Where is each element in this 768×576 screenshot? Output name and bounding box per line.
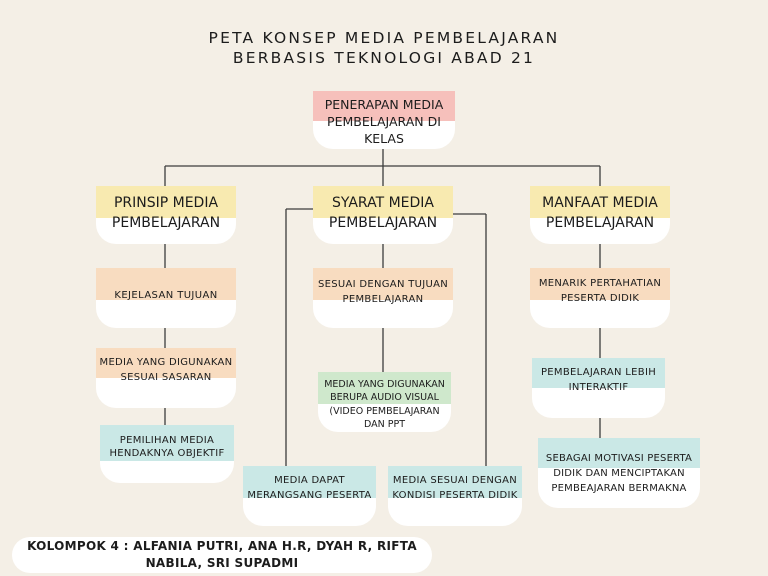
manfaat-item-motivasi-line-3: PEMBEAJARAN BERMAKNA: [551, 483, 687, 494]
footer-line-2: NABILA, SRI SUPADMI: [145, 556, 299, 570]
group-members-footer: [12, 537, 432, 573]
manfaat-item-interaktif-line-1: PEMBELAJARAN LEBIH: [540, 367, 657, 378]
syarat-item-audio: [318, 372, 451, 432]
root-text-line-1: PENERAPAN MEDIA: [324, 97, 444, 112]
syarat-item-audio-line-2: BERUPA AUDIO VISUAL: [330, 392, 439, 403]
syarat-item-kondisi-line-1: MEDIA SESUAI DENGAN: [392, 475, 518, 486]
category-syarat-line-1: SYARAT MEDIA: [332, 195, 434, 211]
category-syarat: [313, 186, 453, 244]
prinsip-item-objektif-line-1: PEMILIHAN MEDIA: [119, 435, 215, 446]
prinsip-item-kejelasan-line-1: KEJELASAN TUJUAN: [114, 290, 218, 301]
manfaat-item-motivasi-line-1: SEBAGAI MOTIVASI PESERTA: [545, 453, 693, 464]
category-prinsip-line-2: PEMBELAJARAN: [111, 215, 221, 231]
syarat-item-merangsang-line-1: MEDIA DAPAT: [274, 475, 345, 486]
syarat-item-kondisi: [388, 466, 522, 526]
root-text-line-3: KELAS: [364, 131, 404, 146]
syarat-item-merangsang: [243, 466, 376, 526]
manfaat-item-menarik-line-2: PESERTA DIDIK: [560, 293, 640, 304]
diagram-title-line-1: PETA KONSEP MEDIA PEMBELAJARAN: [208, 29, 560, 47]
prinsip-item-sasaran: [96, 348, 236, 408]
root-text-line-2: PEMBELAJARAN DI: [327, 114, 441, 129]
category-manfaat: [530, 186, 670, 244]
category-prinsip: [96, 186, 236, 244]
syarat-item-tujuan: [313, 268, 453, 328]
category-manfaat-line-2: PEMBELAJARAN: [545, 215, 655, 231]
manfaat-item-motivasi: [538, 438, 700, 508]
manfaat-item-motivasi-line-2: DIDIK DAN MENCIPTAKAN: [553, 468, 685, 479]
prinsip-item-objektif-line-2: HENDAKNYA OBJEKTIF: [109, 448, 225, 459]
prinsip-item-objektif: [100, 425, 234, 483]
manfaat-item-menarik: [530, 268, 670, 328]
syarat-item-audio-line-1: MEDIA YANG DIGUNAKAN: [324, 379, 445, 390]
prinsip-item-sasaran-line-2: SESUAI SASARAN: [120, 372, 212, 383]
prinsip-item-sasaran-line-1: MEDIA YANG DIGUNAKAN: [99, 357, 233, 368]
syarat-item-audio-line-4: DAN PPT: [363, 419, 406, 430]
manfaat-item-interaktif-line-2: INTERAKTIF: [568, 382, 629, 393]
root-node: [313, 91, 455, 149]
syarat-item-audio-line-3: (VIDEO PEMBELAJARAN: [329, 406, 440, 417]
prinsip-item-kejelasan: [96, 268, 236, 328]
category-syarat-line-2: PEMBELAJARAN: [328, 215, 438, 231]
manfaat-item-interaktif: [532, 358, 665, 418]
syarat-item-kondisi-line-2: KONDISI PESERTA DIDIK: [392, 490, 518, 501]
syarat-item-tujuan-line-1: SESUAI DENGAN TUJUAN: [317, 279, 449, 290]
category-prinsip-line-1: PRINSIP MEDIA: [113, 195, 219, 211]
syarat-item-merangsang-line-2: MERANGSANG PESERTA: [247, 490, 372, 501]
manfaat-item-menarik-line-1: MENARIK PERTAHATIAN: [538, 278, 662, 289]
category-manfaat-line-1: MANFAAT MEDIA: [542, 195, 658, 211]
syarat-item-tujuan-line-2: PEMBELAJARAN: [342, 294, 424, 305]
diagram-title-line-2: BERBASIS TEKNOLOGI ABAD 21: [232, 49, 536, 67]
footer-line-1: KOLOMPOK 4 : ALFANIA PUTRI, ANA H.R, DYAH R, RIFTA: [27, 539, 417, 553]
